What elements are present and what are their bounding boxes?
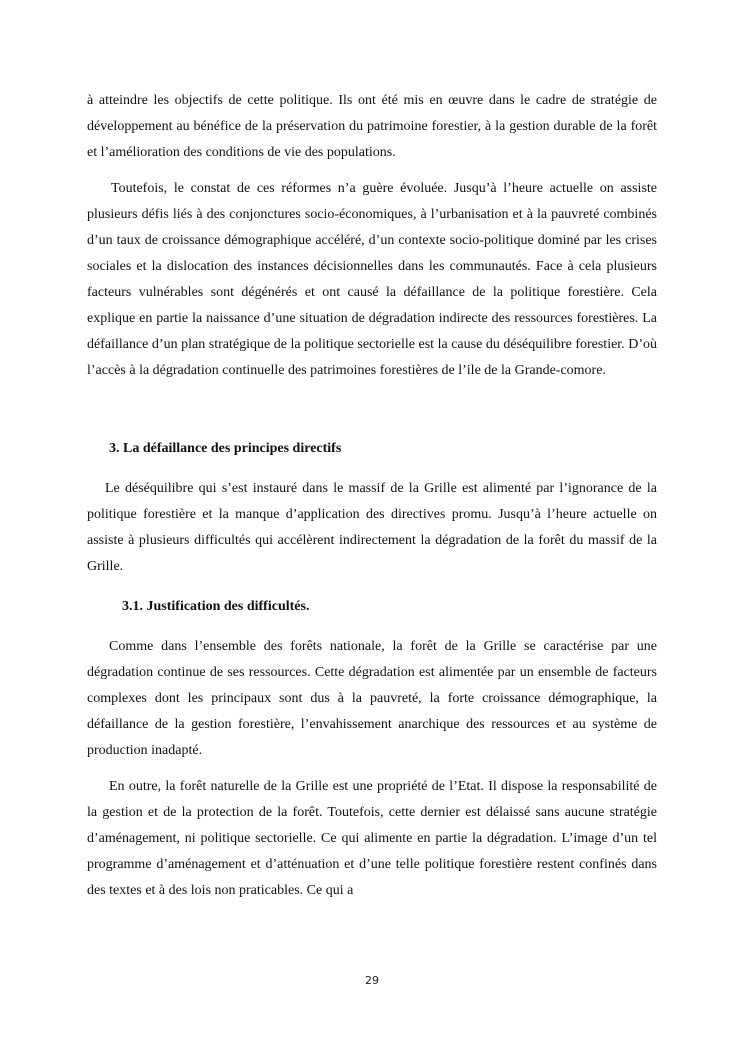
paragraph-spacer — [87, 764, 657, 774]
paragraph-toutefois: Toutefois, le constat de ces réformes n’a guère évoluée. Jusqu’à l’heure actuelle on assiste plusieurs défis liés à des conjonctures socio-économiques, à l’urbanisation et à la pauvreté combinés d’un taux de croissance démographique accéléré, d’un contexte socio-politique dominé par les crises sociales et la dislocation des instances décisionnelles dans les communautés. Face à cela plusieurs facteurs vulnérables sont dégénérés et ont causé la défaillance de la politique forestière. Cela explique en partie la naissance d’une situation de dégradation indirecte des ressources forestières. La défaillance d’un plan stratégique de la politique sectorielle est la cause du déséquilibre forestier. D’où l’accès à la dégradation continuelle des patrimoines forestières de l’ile de la Grande-comore. — [87, 181, 657, 378]
paragraph-spacer — [87, 580, 657, 594]
subsection-heading-3-1: 3.1. Justification des difficultés. — [122, 599, 310, 614]
paragraph-spacer — [87, 166, 657, 176]
paragraph-continuation: à atteindre les objectifs de cette politique. Ils ont été mis en œuvre dans le cadre de stratégie de développement au bénéfice de la préservation du patrimoine forestier, à la gestion durable de la forêt et l’amélioration des conditions de vie des populations. — [87, 93, 657, 160]
document-body — [87, 88, 657, 904]
paragraph-desequilibre: Le déséquilibre qui s’est instauré dans le massif de la Grille est alimenté par l’ignorance de la politique forestière et la manque d’application des directives promu. Jusqu’à l’heure actuelle on assiste à plusieurs difficultés qui accélèrent indirectement la dégradation de la forêt du massif de la Grille. — [87, 481, 657, 574]
heading-spacer — [87, 620, 657, 634]
section-spacer — [87, 384, 657, 436]
page-number: 29 — [365, 974, 379, 987]
paragraph-en-outre: En outre, la forêt naturelle de la Grille est une propriété de l’Etat. Il dispose la responsabilité de la gestion et de la protection de la forêt. Toutefois, cette dernier est délaissé sans aucune stratégie d’aménagement, ni politique sectorielle. Ce qui alimente en partie la dégradation. L’image d’un tel programme d’aménagement et d’atténuation et d’une telle politique forestière restent confinés dans des textes et à des lois non praticables. Ce qui a — [87, 779, 657, 898]
heading-spacer — [87, 462, 657, 476]
paragraph-comme: Comme dans l’ensemble des forêts nationale, la forêt de la Grille se caractérise par une dégradation continue de ses ressources. Cette dégradation est alimentée par un ensemble de facteurs complexes dont les principaux sont dus à la pauvreté, la forte croissance démographique, la défaillance de la gestion forestière, l’envahissement anarchique des ressources et au système de production inadapté. — [87, 639, 657, 758]
section-heading-3: 3. La défaillance des principes directifs — [109, 441, 342, 456]
